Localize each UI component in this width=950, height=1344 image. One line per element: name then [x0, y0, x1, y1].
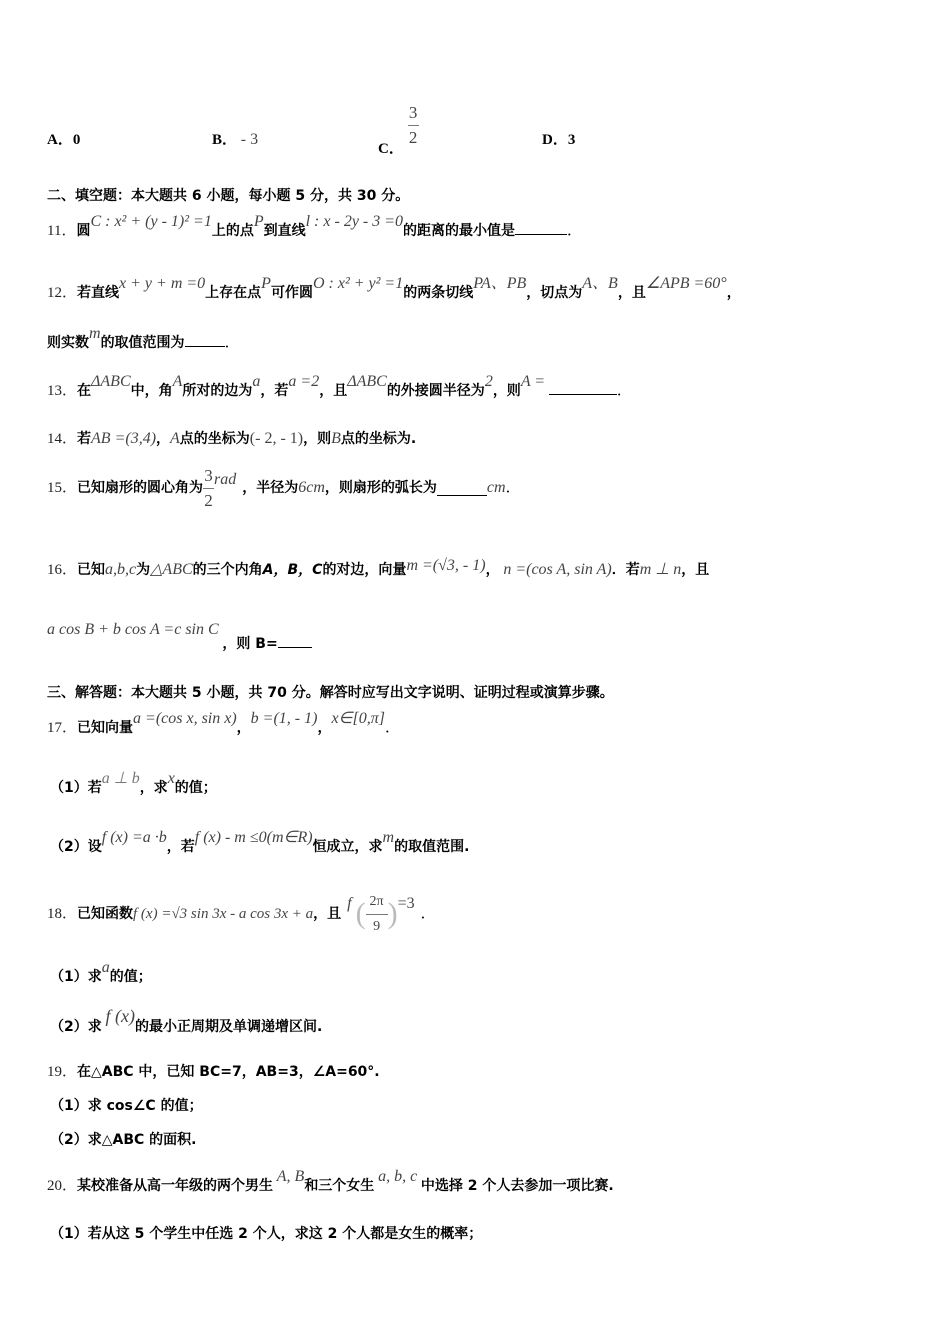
question-20-part1: （1）若从这 5 个学生中任选 2 个人，求这 2 个人都是女生的概率；	[50, 1226, 483, 1242]
question-13: 13．在ΔABC中，角A所对的边为a，若a =2，且ΔABC的外接圆半径为2，则A = ．	[47, 373, 632, 399]
question-18: 18． 已知函数 f (x) =√3 sin 3x - a cos 3x + a ，且 f ( $\frac{2\pi}{9}$ ) =3 ．	[47, 893, 436, 934]
question-18-part1: （1）求a的值；	[50, 959, 152, 985]
question-20: 20．某校准备从高一年级的两个男生 A, B和三个女生 a, b, c 中选择 2 个人去参加一项比赛.	[47, 1168, 614, 1194]
question-18-part2: （2）求 f (x)的最小正周期及单调递增区间.	[50, 1006, 323, 1035]
option-a: A．0	[47, 132, 81, 148]
question-11: 11．圆C : x² + (y - 1)² =1上的点P到直线l : x - 2y - 3 =0的距离的最小值是 ．	[47, 213, 583, 239]
question-19-part2: （2）求△ABC 的面积.	[50, 1132, 197, 1148]
option-d: D．3	[542, 132, 576, 148]
question-16-line2: a cos B + b cos A =c sin C ，则 B=	[47, 623, 312, 644]
question-17: 17．已知向量a =(cos x, sin x)，b =(1, - 1)，x∈[0,π]．	[47, 710, 400, 736]
section-heading-solutions: 三、解答题：本大题共 5 小题，共 70 分。解答时应写出文字说明、证明过程或演算步骤。	[47, 685, 614, 701]
answer-blank	[437, 481, 487, 496]
question-19-part1: （1）求 cos∠C 的值；	[50, 1098, 203, 1114]
answer-blank	[185, 332, 225, 347]
section-heading-fill-blank: 二、填空题：本大题共 6 小题，每小题 5 分，共 30 分。	[47, 188, 410, 204]
question-12-line2: 则实数m的取值范围为 ．	[47, 325, 240, 351]
question-17-part1: （1）若a ⊥ b，求x的值；	[50, 770, 217, 796]
answer-blank	[515, 220, 567, 235]
question-17-part2: （2）设f (x) =a ·b，若f (x) - m ≤0(m∈R)恒成立，求m的取值范围.	[50, 829, 470, 855]
question-14: 14．若AB =(3,4)，A点的坐标为(- 2, - 1)，则B点的坐标为.	[47, 430, 417, 447]
question-15: 15． 已知扇形的圆心角为 $\frac{3}{2}$ rad ，半径为 6cm ，则扇形的弧长为 cm ．	[47, 465, 521, 510]
option-c: C． $\frac{3}{2}$	[378, 103, 418, 157]
answer-blank	[278, 633, 312, 648]
question-16: 16．已知a,b,c为△ABC的三个内角A，B，C的对边，向量m =(√3, - 1)， n =(cos A, sin A)．若m ⊥ n，且	[47, 557, 710, 578]
option-b: B． - 3	[212, 131, 259, 148]
question-19: 19．在△ABC 中，已知 BC=7，AB=3，∠A=60°.	[47, 1064, 380, 1080]
answer-blank	[549, 380, 617, 395]
question-12: 12．若直线x + y + m =0上存在点P可作圆O : x² + y² =1的两条切线PA、PB，切点为A、B，且∠APB =60°，	[47, 275, 741, 301]
